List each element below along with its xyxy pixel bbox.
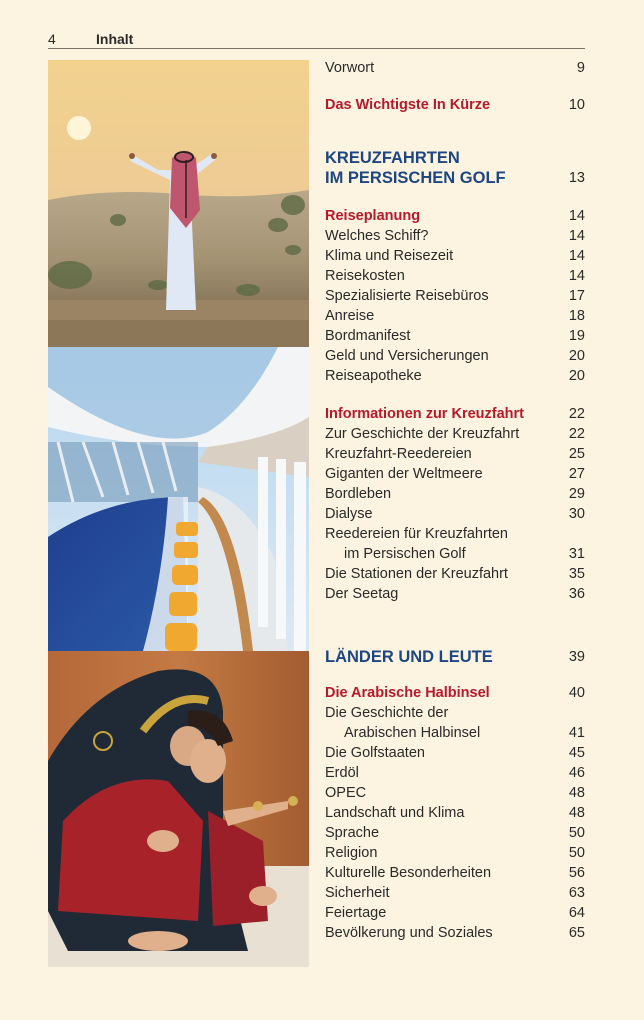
toc-label: Sprache bbox=[325, 825, 380, 841]
toc-page: 48 bbox=[568, 805, 585, 821]
toc-page: 20 bbox=[568, 348, 585, 364]
toc-page: 19 bbox=[568, 328, 585, 344]
toc-label: Giganten der Weltmeere bbox=[325, 466, 483, 482]
toc-page: 50 bbox=[568, 845, 585, 861]
section-title-line2: IM PERSISCHEN GOLF bbox=[325, 169, 506, 187]
toc-entry[interactable] bbox=[325, 226, 585, 246]
toc-page: 17 bbox=[568, 288, 585, 304]
toc-page: 39 bbox=[568, 649, 585, 665]
toc-page: 27 bbox=[568, 466, 585, 482]
toc-entry[interactable] bbox=[325, 484, 585, 504]
desert-man-photo bbox=[48, 60, 309, 347]
toc-page: 31 bbox=[568, 546, 585, 562]
toc-group-arabische-halbinsel[interactable] bbox=[325, 683, 585, 703]
toc-page: 50 bbox=[568, 825, 585, 841]
toc-page: 14 bbox=[568, 208, 585, 224]
toc-label: Anreise bbox=[325, 308, 375, 324]
toc-label: Die Stationen der Kreuzfahrt bbox=[325, 566, 508, 582]
toc-label: Das Wichtigste In Kürze bbox=[325, 97, 491, 113]
toc-entry[interactable] bbox=[325, 286, 585, 306]
toc-page: 25 bbox=[568, 446, 585, 462]
toc-label: Feiertage bbox=[325, 905, 387, 921]
toc-group-informationen[interactable] bbox=[325, 404, 585, 424]
toc-page: 14 bbox=[568, 268, 585, 284]
toc-label: Erdöl bbox=[325, 765, 359, 781]
toc-label: Klima und Reisezeit bbox=[325, 248, 454, 264]
toc-label: Spezialisierte Reisebüros bbox=[325, 288, 489, 304]
page-number: 4 bbox=[48, 31, 56, 47]
toc-entry[interactable] bbox=[325, 584, 585, 604]
toc-label: Die Arabische Halbinsel bbox=[325, 685, 490, 701]
photo-column bbox=[48, 60, 309, 967]
toc-label: Vorwort bbox=[325, 60, 375, 76]
toc-label: Welches Schiff? bbox=[325, 228, 429, 244]
toc-label: Reiseplanung bbox=[325, 208, 421, 224]
toc-entry[interactable] bbox=[325, 564, 585, 584]
toc-label: Religion bbox=[325, 845, 378, 861]
toc-entry[interactable] bbox=[325, 823, 585, 843]
toc-entry-wichtigste[interactable] bbox=[325, 95, 585, 115]
toc-page: 64 bbox=[568, 905, 585, 921]
toc-label: Bordleben bbox=[325, 486, 392, 502]
children-photo bbox=[48, 651, 309, 967]
toc-entry[interactable] bbox=[325, 883, 585, 903]
toc-label: Sicherheit bbox=[325, 885, 390, 901]
toc-group-reiseplanung[interactable] bbox=[325, 206, 585, 226]
toc-label: Die Golfstaaten bbox=[325, 745, 425, 761]
toc-page: 10 bbox=[568, 97, 585, 113]
toc-page: 48 bbox=[568, 785, 585, 801]
toc-label: Bordmanifest bbox=[325, 328, 411, 344]
toc-entry[interactable] bbox=[325, 504, 585, 524]
toc-entry[interactable] bbox=[325, 246, 585, 266]
section-title: LÄNDER UND LEUTE bbox=[325, 648, 493, 666]
cruise-ship-deck-photo bbox=[48, 347, 309, 651]
toc-label: Der Seetag bbox=[325, 586, 399, 602]
toc-section-kreuzfahrten[interactable] bbox=[325, 148, 585, 188]
table-of-contents bbox=[325, 58, 585, 943]
toc-entry[interactable] bbox=[325, 306, 585, 326]
toc-entry[interactable] bbox=[325, 803, 585, 823]
toc-label: Reiseapotheke bbox=[325, 368, 422, 384]
page-title: Inhalt bbox=[96, 31, 134, 47]
toc-label: Reisekosten bbox=[325, 268, 405, 284]
toc-label: Informationen zur Kreuzfahrt bbox=[325, 406, 524, 422]
section-title-line1: KREUZFAHRTEN bbox=[325, 149, 460, 167]
toc-entry[interactable] bbox=[325, 923, 585, 943]
toc-entry[interactable] bbox=[325, 266, 585, 286]
toc-entry[interactable] bbox=[325, 464, 585, 484]
toc-entry[interactable] bbox=[325, 863, 585, 883]
toc-page: 45 bbox=[568, 745, 585, 761]
toc-page: 14 bbox=[568, 248, 585, 264]
toc-page: 29 bbox=[568, 486, 585, 502]
toc-page: 9 bbox=[576, 60, 585, 76]
toc-label: Kreuzfahrt-Reedereien bbox=[325, 446, 472, 462]
toc-section-laender[interactable] bbox=[325, 646, 585, 668]
toc-page: 65 bbox=[568, 925, 585, 941]
toc-entry[interactable] bbox=[325, 743, 585, 763]
toc-label: Landschaft und Klima bbox=[325, 805, 465, 821]
page-header bbox=[48, 31, 585, 49]
toc-page: 36 bbox=[568, 586, 585, 602]
toc-label: Zur Geschichte der Kreuzfahrt bbox=[325, 426, 520, 442]
toc-page: 63 bbox=[568, 885, 585, 901]
toc-page: 35 bbox=[568, 566, 585, 582]
toc-page: 22 bbox=[568, 406, 585, 422]
toc-page: 14 bbox=[568, 228, 585, 244]
toc-page: 30 bbox=[568, 506, 585, 522]
toc-entry[interactable] bbox=[325, 723, 585, 743]
toc-entry[interactable] bbox=[325, 524, 585, 544]
toc-page: 41 bbox=[568, 725, 585, 741]
toc-entry[interactable] bbox=[325, 366, 585, 386]
toc-page: 18 bbox=[568, 308, 585, 324]
toc-entry[interactable] bbox=[325, 903, 585, 923]
toc-entry[interactable] bbox=[325, 424, 585, 444]
toc-entry-vorwort[interactable] bbox=[325, 58, 585, 78]
toc-label: Dialyse bbox=[325, 506, 373, 522]
toc-label: im Persischen Golf bbox=[344, 546, 466, 562]
toc-label: Reedereien für Kreuzfahrten bbox=[325, 526, 508, 542]
toc-page: 56 bbox=[568, 865, 585, 881]
toc-page: 40 bbox=[568, 685, 585, 701]
toc-entry[interactable] bbox=[325, 703, 585, 723]
toc-entry[interactable] bbox=[325, 544, 585, 564]
toc-entry[interactable] bbox=[325, 444, 585, 464]
toc-label: Die Geschichte der bbox=[325, 705, 449, 721]
toc-label: Arabischen Halbinsel bbox=[344, 725, 481, 741]
toc-label: OPEC bbox=[325, 785, 367, 801]
toc-label: Geld und Versicherungen bbox=[325, 348, 489, 364]
toc-entry[interactable] bbox=[325, 346, 585, 366]
toc-entry[interactable] bbox=[325, 763, 585, 783]
toc-page: 22 bbox=[568, 426, 585, 442]
toc-label: Bevölkerung und Soziales bbox=[325, 925, 493, 941]
toc-page: 13 bbox=[568, 170, 585, 186]
toc-entry[interactable] bbox=[325, 783, 585, 803]
toc-entry[interactable] bbox=[325, 326, 585, 346]
toc-page: 20 bbox=[568, 368, 585, 384]
toc-page: 46 bbox=[568, 765, 585, 781]
toc-label: Kulturelle Besonderheiten bbox=[325, 865, 492, 881]
toc-entry[interactable] bbox=[325, 843, 585, 863]
